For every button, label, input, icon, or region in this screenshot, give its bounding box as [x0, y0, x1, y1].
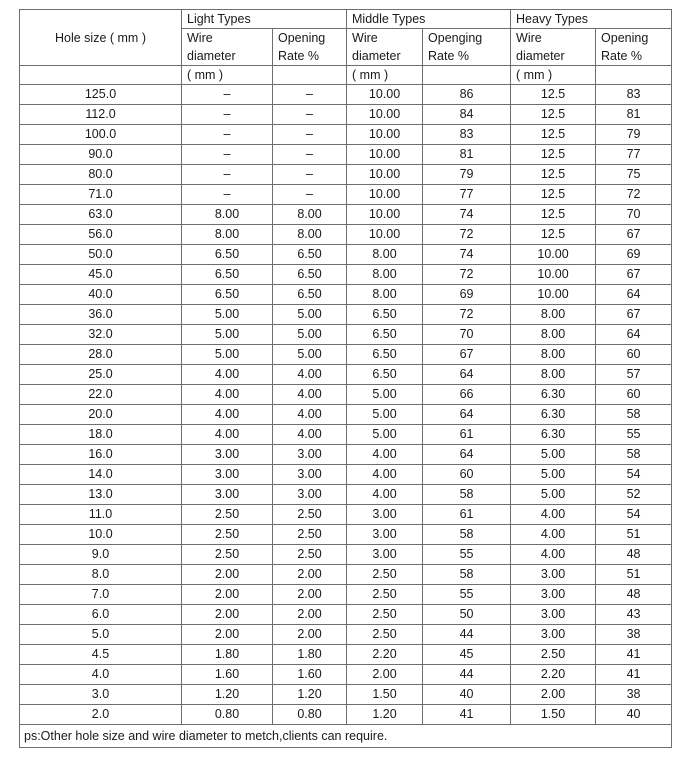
- middle-wire-cell: 10.00: [347, 105, 423, 125]
- heavy-wire-cell: 6.30: [511, 385, 596, 405]
- light-wire-cell: –: [182, 125, 273, 145]
- light-opening-cell: –: [273, 185, 347, 205]
- middle-wire-header: Wire: [347, 29, 423, 48]
- heavy-opening-cell: 81: [596, 105, 672, 125]
- middle-wire-cell: 8.00: [347, 265, 423, 285]
- middle-opening-cell: 64: [423, 405, 511, 425]
- heavy-opening-cell: 48: [596, 585, 672, 605]
- middle-opening-cell: 55: [423, 585, 511, 605]
- heavy-wire-cell: 12.5: [511, 125, 596, 145]
- light-wire-cell: 2.50: [182, 505, 273, 525]
- heavy-opening-cell: 43: [596, 605, 672, 625]
- heavy-opening-cell: 70: [596, 205, 672, 225]
- middle-opening-cell: 74: [423, 245, 511, 265]
- hole-size-cell: 4.5: [20, 645, 182, 665]
- middle-wire-cell: 10.00: [347, 185, 423, 205]
- table-row: [20, 645, 672, 665]
- middle-unit-blank: [423, 66, 511, 85]
- hole-size-cell: 80.0: [20, 165, 182, 185]
- middle-wire-cell: 8.00: [347, 245, 423, 265]
- table-row: [20, 165, 672, 185]
- middle-opening-cell: 44: [423, 665, 511, 685]
- middle-opening-cell: 84: [423, 105, 511, 125]
- light-opening-cell: 2.50: [273, 505, 347, 525]
- hole-size-cell: 13.0: [20, 485, 182, 505]
- heavy-opening-cell: 67: [596, 305, 672, 325]
- middle-wire-cell: 2.00: [347, 665, 423, 685]
- light-opening-cell: 4.00: [273, 385, 347, 405]
- light-opening-header: Opening: [273, 29, 347, 48]
- light-wire-cell: 0.80: [182, 705, 273, 725]
- hole-size-cell: 25.0: [20, 365, 182, 385]
- middle-wire-cell: 5.00: [347, 425, 423, 445]
- middle-wire-cell: 2.50: [347, 585, 423, 605]
- heavy-wire-cell: 10.00: [511, 245, 596, 265]
- light-wire-cell: –: [182, 165, 273, 185]
- heavy-opening-cell: 60: [596, 385, 672, 405]
- heavy-opening-cell: 79: [596, 125, 672, 145]
- table-row: [20, 405, 672, 425]
- light-types-header: Light Types: [182, 10, 347, 29]
- heavy-opening-cell: 77: [596, 145, 672, 165]
- heavy-wire-cell: 8.00: [511, 305, 596, 325]
- light-wire-cell: 4.00: [182, 365, 273, 385]
- heavy-opening-cell: 55: [596, 425, 672, 445]
- middle-opening-cell: 44: [423, 625, 511, 645]
- heavy-wire-cell: 10.00: [511, 265, 596, 285]
- heavy-wire-cell: 12.5: [511, 225, 596, 245]
- light-opening-header-2: Rate %: [273, 47, 347, 66]
- light-wire-cell: 1.20: [182, 685, 273, 705]
- hole-size-cell: 4.0: [20, 665, 182, 685]
- table-row: [20, 285, 672, 305]
- light-wire-cell: –: [182, 145, 273, 165]
- middle-wire-cell: 2.50: [347, 625, 423, 645]
- mesh-spec-table: [19, 9, 672, 748]
- middle-wire-cell: 8.00: [347, 285, 423, 305]
- middle-opening-cell: 58: [423, 565, 511, 585]
- heavy-wire-cell: 2.50: [511, 645, 596, 665]
- table-row: [20, 425, 672, 445]
- light-wire-cell: 1.60: [182, 665, 273, 685]
- middle-wire-cell: 6.50: [347, 305, 423, 325]
- heavy-wire-cell: 6.30: [511, 405, 596, 425]
- hole-size-cell: 18.0: [20, 425, 182, 445]
- heavy-wire-cell: 4.00: [511, 505, 596, 525]
- heavy-opening-cell: 51: [596, 525, 672, 545]
- mesh-spec-table-container: [19, 9, 671, 748]
- light-wire-cell: 5.00: [182, 305, 273, 325]
- table-row: [20, 325, 672, 345]
- heavy-wire-cell: 1.50: [511, 705, 596, 725]
- light-wire-cell: 8.00: [182, 205, 273, 225]
- hole-size-cell: 8.0: [20, 565, 182, 585]
- table-row: [20, 605, 672, 625]
- middle-types-header: Middle Types: [347, 10, 511, 29]
- heavy-types-header: Heavy Types: [511, 10, 672, 29]
- table-row: [20, 665, 672, 685]
- middle-wire-cell: 10.00: [347, 145, 423, 165]
- middle-wire-cell: 2.20: [347, 645, 423, 665]
- hole-size-cell: 56.0: [20, 225, 182, 245]
- light-wire-cell: 3.00: [182, 485, 273, 505]
- table-row: [20, 365, 672, 385]
- header-row-3: [20, 47, 672, 66]
- heavy-opening-cell: 40: [596, 705, 672, 725]
- light-wire-header-2: diameter: [182, 47, 273, 66]
- heavy-opening-header-2: Rate %: [596, 47, 672, 66]
- light-wire-cell: 2.00: [182, 565, 273, 585]
- light-opening-cell: 2.50: [273, 525, 347, 545]
- note-row: [20, 725, 672, 748]
- heavy-opening-cell: 60: [596, 345, 672, 365]
- heavy-opening-cell: 75: [596, 165, 672, 185]
- light-opening-cell: 4.00: [273, 405, 347, 425]
- light-wire-cell: 5.00: [182, 325, 273, 345]
- middle-wire-cell: 10.00: [347, 125, 423, 145]
- hole-size-cell: 20.0: [20, 405, 182, 425]
- table-row: [20, 145, 672, 165]
- heavy-wire-header: Wire: [511, 29, 596, 48]
- middle-wire-cell: 10.00: [347, 205, 423, 225]
- light-opening-cell: 1.20: [273, 685, 347, 705]
- hole-size-cell: 6.0: [20, 605, 182, 625]
- heavy-wire-cell: 12.5: [511, 205, 596, 225]
- middle-wire-cell: 3.00: [347, 545, 423, 565]
- light-wire-cell: 4.00: [182, 385, 273, 405]
- hole-size-header-bottom: [20, 47, 182, 66]
- heavy-wire-cell: 8.00: [511, 365, 596, 385]
- heavy-wire-cell: 5.00: [511, 445, 596, 465]
- middle-opening-cell: 77: [423, 185, 511, 205]
- heavy-opening-cell: 38: [596, 685, 672, 705]
- light-wire-cell: 2.50: [182, 525, 273, 545]
- light-opening-cell: –: [273, 85, 347, 105]
- heavy-opening-cell: 38: [596, 625, 672, 645]
- light-opening-cell: 3.00: [273, 465, 347, 485]
- hole-size-header-label: Hole size ( mm ): [20, 29, 182, 48]
- light-opening-cell: –: [273, 105, 347, 125]
- light-opening-cell: 3.00: [273, 485, 347, 505]
- heavy-opening-cell: 52: [596, 485, 672, 505]
- hole-size-cell: 63.0: [20, 205, 182, 225]
- light-wire-cell: 5.00: [182, 345, 273, 365]
- middle-opening-cell: 61: [423, 425, 511, 445]
- heavy-wire-cell: 12.5: [511, 165, 596, 185]
- hole-size-cell: 32.0: [20, 325, 182, 345]
- table-row: [20, 465, 672, 485]
- heavy-wire-cell: 3.00: [511, 625, 596, 645]
- heavy-opening-cell: 57: [596, 365, 672, 385]
- note-text: ps:Other hole size and wire diameter to metch,clients can require.: [20, 725, 672, 748]
- middle-wire-cell: 10.00: [347, 225, 423, 245]
- light-wire-cell: 1.80: [182, 645, 273, 665]
- light-opening-cell: 6.50: [273, 285, 347, 305]
- middle-opening-cell: 67: [423, 345, 511, 365]
- middle-opening-cell: 41: [423, 705, 511, 725]
- middle-opening-cell: 58: [423, 525, 511, 545]
- hole-size-cell: 16.0: [20, 445, 182, 465]
- heavy-wire-cell: 6.30: [511, 425, 596, 445]
- middle-wire-cell: 1.20: [347, 705, 423, 725]
- hole-size-cell: 40.0: [20, 285, 182, 305]
- table-row: [20, 345, 672, 365]
- light-wire-cell: 2.00: [182, 605, 273, 625]
- light-wire-cell: 2.00: [182, 625, 273, 645]
- middle-wire-cell: 3.00: [347, 505, 423, 525]
- middle-opening-cell: 60: [423, 465, 511, 485]
- heavy-opening-cell: 58: [596, 405, 672, 425]
- middle-opening-cell: 40: [423, 685, 511, 705]
- middle-wire-cell: 6.50: [347, 345, 423, 365]
- heavy-opening-cell: 58: [596, 445, 672, 465]
- table-row: [20, 485, 672, 505]
- header-row-1: [20, 10, 672, 29]
- light-wire-cell: –: [182, 185, 273, 205]
- middle-opening-cell: 45: [423, 645, 511, 665]
- middle-wire-cell: 4.00: [347, 485, 423, 505]
- light-wire-cell: 6.50: [182, 245, 273, 265]
- light-opening-cell: –: [273, 165, 347, 185]
- heavy-wire-cell: 12.5: [511, 145, 596, 165]
- heavy-wire-cell: 4.00: [511, 525, 596, 545]
- table-row: [20, 385, 672, 405]
- heavy-wire-cell: 4.00: [511, 545, 596, 565]
- heavy-wire-cell: 12.5: [511, 105, 596, 125]
- hole-size-cell: 10.0: [20, 525, 182, 545]
- heavy-unit-blank: [596, 66, 672, 85]
- table-row: [20, 685, 672, 705]
- light-wire-cell: –: [182, 105, 273, 125]
- light-opening-cell: 2.50: [273, 545, 347, 565]
- hole-size-cell: 28.0: [20, 345, 182, 365]
- light-opening-cell: 4.00: [273, 365, 347, 385]
- middle-opening-cell: 55: [423, 545, 511, 565]
- light-opening-cell: 3.00: [273, 445, 347, 465]
- heavy-wire-cell: 8.00: [511, 325, 596, 345]
- light-wire-cell: 6.50: [182, 265, 273, 285]
- middle-wire-header-2: diameter: [347, 47, 423, 66]
- table-row: [20, 305, 672, 325]
- light-wire-cell: –: [182, 85, 273, 105]
- middle-wire-cell: 1.50: [347, 685, 423, 705]
- heavy-opening-cell: 67: [596, 225, 672, 245]
- heavy-opening-cell: 67: [596, 265, 672, 285]
- middle-opening-cell: 83: [423, 125, 511, 145]
- middle-opening-cell: 70: [423, 325, 511, 345]
- heavy-wire-cell: 5.00: [511, 485, 596, 505]
- light-wire-cell: 2.50: [182, 545, 273, 565]
- heavy-wire-header-2: diameter: [511, 47, 596, 66]
- hole-size-cell: 90.0: [20, 145, 182, 165]
- hole-size-cell: 2.0: [20, 705, 182, 725]
- middle-opening-cell: 50: [423, 605, 511, 625]
- middle-wire-cell: 4.00: [347, 445, 423, 465]
- middle-wire-cell: 3.00: [347, 525, 423, 545]
- light-unit-blank: [273, 66, 347, 85]
- middle-wire-cell: 10.00: [347, 85, 423, 105]
- middle-opening-cell: 72: [423, 225, 511, 245]
- middle-opening-cell: 58: [423, 485, 511, 505]
- middle-opening-cell: 61: [423, 505, 511, 525]
- middle-wire-cell: 2.50: [347, 605, 423, 625]
- middle-opening-cell: 72: [423, 265, 511, 285]
- middle-unit: ( mm ): [347, 66, 423, 85]
- hole-size-cell: 125.0: [20, 85, 182, 105]
- heavy-wire-cell: 5.00: [511, 465, 596, 485]
- heavy-opening-cell: 72: [596, 185, 672, 205]
- heavy-wire-cell: 3.00: [511, 585, 596, 605]
- light-opening-cell: 2.00: [273, 585, 347, 605]
- hole-size-cell: 50.0: [20, 245, 182, 265]
- heavy-unit: ( mm ): [511, 66, 596, 85]
- light-opening-cell: 2.00: [273, 565, 347, 585]
- hole-size-cell: 36.0: [20, 305, 182, 325]
- heavy-opening-cell: 83: [596, 85, 672, 105]
- light-opening-cell: –: [273, 145, 347, 165]
- light-wire-cell: 3.00: [182, 445, 273, 465]
- middle-opening-cell: 79: [423, 165, 511, 185]
- light-opening-cell: 8.00: [273, 225, 347, 245]
- middle-opening-header-2: Rate %: [423, 47, 511, 66]
- table-row: [20, 565, 672, 585]
- light-opening-cell: 5.00: [273, 345, 347, 365]
- middle-opening-cell: 86: [423, 85, 511, 105]
- heavy-opening-cell: 41: [596, 645, 672, 665]
- hole-size-cell: 71.0: [20, 185, 182, 205]
- table-row: [20, 205, 672, 225]
- heavy-opening-cell: 64: [596, 325, 672, 345]
- table-row: [20, 525, 672, 545]
- heavy-opening-cell: 54: [596, 505, 672, 525]
- middle-opening-cell: 64: [423, 365, 511, 385]
- light-wire-cell: 2.00: [182, 585, 273, 605]
- heavy-wire-cell: 2.00: [511, 685, 596, 705]
- middle-opening-cell: 69: [423, 285, 511, 305]
- light-opening-cell: 6.50: [273, 245, 347, 265]
- light-opening-cell: 2.00: [273, 605, 347, 625]
- light-opening-cell: 8.00: [273, 205, 347, 225]
- middle-wire-cell: 4.00: [347, 465, 423, 485]
- heavy-opening-cell: 54: [596, 465, 672, 485]
- middle-opening-cell: 72: [423, 305, 511, 325]
- light-wire-cell: 3.00: [182, 465, 273, 485]
- table-row: [20, 505, 672, 525]
- light-wire-cell: 4.00: [182, 405, 273, 425]
- unit-blank: [20, 66, 182, 85]
- middle-opening-header: Openging: [423, 29, 511, 48]
- heavy-opening-cell: 51: [596, 565, 672, 585]
- heavy-opening-header: Opening: [596, 29, 672, 48]
- heavy-wire-cell: 2.20: [511, 665, 596, 685]
- heavy-opening-cell: 41: [596, 665, 672, 685]
- middle-wire-cell: 6.50: [347, 365, 423, 385]
- table-row: [20, 265, 672, 285]
- light-opening-cell: 0.80: [273, 705, 347, 725]
- hole-size-cell: 14.0: [20, 465, 182, 485]
- light-opening-cell: 6.50: [273, 265, 347, 285]
- hole-size-cell: 22.0: [20, 385, 182, 405]
- table-row: [20, 105, 672, 125]
- heavy-wire-cell: 3.00: [511, 605, 596, 625]
- table-row: [20, 705, 672, 725]
- table-row: [20, 185, 672, 205]
- table-row: [20, 245, 672, 265]
- heavy-opening-cell: 69: [596, 245, 672, 265]
- heavy-wire-cell: 10.00: [511, 285, 596, 305]
- light-opening-cell: 2.00: [273, 625, 347, 645]
- heavy-opening-cell: 48: [596, 545, 672, 565]
- middle-wire-cell: 6.50: [347, 325, 423, 345]
- middle-wire-cell: 5.00: [347, 385, 423, 405]
- light-wire-header: Wire: [182, 29, 273, 48]
- middle-opening-cell: 66: [423, 385, 511, 405]
- table-row: [20, 225, 672, 245]
- middle-opening-cell: 81: [423, 145, 511, 165]
- heavy-wire-cell: 3.00: [511, 565, 596, 585]
- middle-wire-cell: 5.00: [347, 405, 423, 425]
- light-opening-cell: 5.00: [273, 325, 347, 345]
- middle-wire-cell: 10.00: [347, 165, 423, 185]
- header-row-2: [20, 29, 672, 48]
- middle-opening-cell: 74: [423, 205, 511, 225]
- light-opening-cell: 4.00: [273, 425, 347, 445]
- heavy-wire-cell: 12.5: [511, 85, 596, 105]
- light-opening-cell: –: [273, 125, 347, 145]
- table-row: [20, 445, 672, 465]
- table-row: [20, 545, 672, 565]
- table-row: [20, 585, 672, 605]
- hole-size-cell: 3.0: [20, 685, 182, 705]
- unit-row: [20, 66, 672, 85]
- light-wire-cell: 4.00: [182, 425, 273, 445]
- table-row: [20, 625, 672, 645]
- heavy-wire-cell: 8.00: [511, 345, 596, 365]
- hole-size-cell: 45.0: [20, 265, 182, 285]
- hole-size-cell: 100.0: [20, 125, 182, 145]
- light-opening-cell: 5.00: [273, 305, 347, 325]
- hole-size-cell: 11.0: [20, 505, 182, 525]
- hole-size-cell: 5.0: [20, 625, 182, 645]
- light-wire-cell: 8.00: [182, 225, 273, 245]
- light-opening-cell: 1.60: [273, 665, 347, 685]
- middle-opening-cell: 64: [423, 445, 511, 465]
- light-wire-cell: 6.50: [182, 285, 273, 305]
- hole-size-cell: 112.0: [20, 105, 182, 125]
- light-opening-cell: 1.80: [273, 645, 347, 665]
- hole-size-header: [20, 10, 182, 29]
- table-row: [20, 125, 672, 145]
- hole-size-cell: 9.0: [20, 545, 182, 565]
- table-row: [20, 85, 672, 105]
- heavy-opening-cell: 64: [596, 285, 672, 305]
- middle-wire-cell: 2.50: [347, 565, 423, 585]
- heavy-wire-cell: 12.5: [511, 185, 596, 205]
- light-unit: ( mm ): [182, 66, 273, 85]
- hole-size-cell: 7.0: [20, 585, 182, 605]
